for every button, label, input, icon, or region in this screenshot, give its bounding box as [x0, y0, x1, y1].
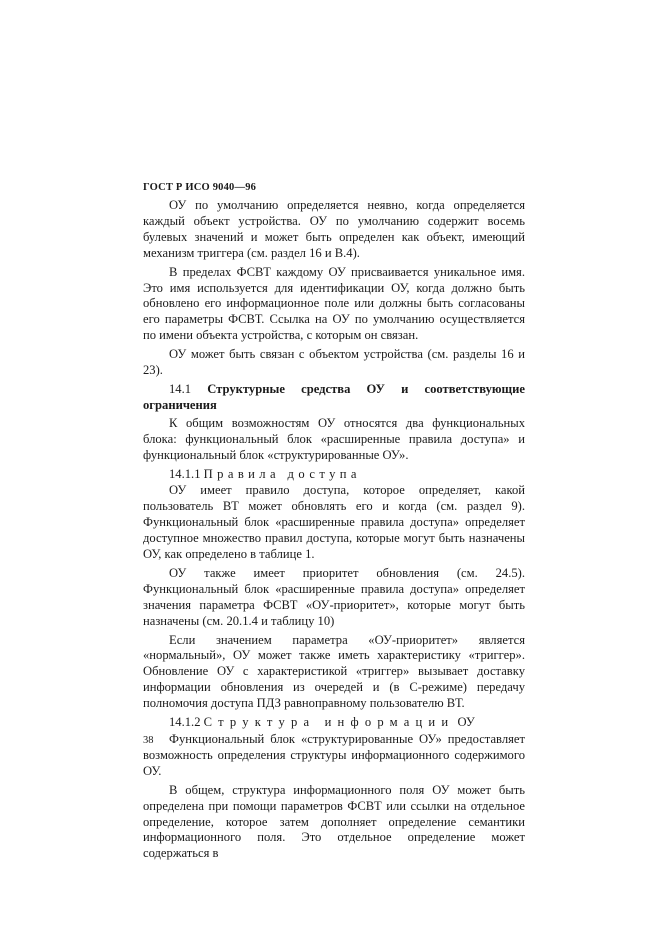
section-number: 14.1.2 — [169, 715, 201, 730]
section-heading-14-1 — [143, 382, 525, 414]
paragraph: В пределах ФСВТ каждому ОУ присваивается уникальное имя. Это имя используется для идентификации ОУ, когда должно быть обновлено его информационное поле или должны быть согласованы его параметры ФСВТ. Ссылка на ОУ по умолчанию осуществляется по имени объекта устройства, с которым он связан. — [143, 264, 525, 343]
section-heading-14-1-1 — [143, 467, 525, 483]
paragraph: Если значением параметра «ОУ-приоритет» является «нормальный», ОУ может также иметь характеристику «триггер». Обновление ОУ с характеристикой «триггер» вызывает доставку информации обновления из очередей и (в С-режиме) передачу полномочия доступа ПДЗ равноправному пользователю ВТ. — [143, 632, 525, 711]
paragraph: ОУ может быть связан с объектом устройства (см. разделы 16 и 23). — [143, 347, 525, 378]
paragraph: Функциональный блок «структурированные ОУ» предоставляет возможность определения структуры информационного содержимого ОУ. — [143, 732, 525, 778]
page-number: 38 — [143, 735, 154, 746]
section-heading-14-1-2 — [143, 715, 525, 731]
standard-header: ГОСТ Р ИСО 9040—96 — [143, 182, 257, 193]
paragraph: ОУ по умолчанию определяется неявно, когда определяется каждый объект устройства. ОУ по умолчанию содержит восемь булевых значений и может быть определен как объект, имеющий механизм триггера (см. раздел 16 и В.4). — [143, 198, 525, 260]
section-title: Правила доступа — [203, 466, 361, 481]
paragraph: ОУ также имеет приоритет обновления (см. 24.5). Функциональный блок «расширенные правила доступа» определяет значения параметра ФСВТ «ОУ-приоритет», которые могут быть назначены (см. 20.1.4 и таблицу 10) — [143, 565, 525, 628]
section-title-tail: ОУ — [457, 715, 475, 730]
section-number: 14.1 — [169, 381, 192, 396]
paragraph: В общем, структура информационного поля ОУ может быть определена при помощи параметров ФСВТ или ссылки на отдельное определение, которое затем дополняет определение семантики информационного поля. Это отдельное определение может содержаться в — [143, 782, 525, 861]
section-number: 14.1.1 — [169, 466, 201, 481]
section-title: Структурные средства ОУ и соответствующие ограничения — [143, 381, 525, 412]
section-title: Структура информации — [203, 715, 455, 730]
paragraph: К общим возможностям ОУ относятся два функциональных блока: функциональный блок «расширенные правила доступа» и функциональный блок «структурированные ОУ». — [143, 415, 525, 462]
document-body — [143, 198, 525, 865]
paragraph: ОУ имеет правило доступа, которое определяет, какой пользователь ВТ может обновлять его и когда (см. раздел 9). Функциональный блок «расширенные правила доступа» определяет доступное множество правил доступа, которые могут быть назначены ОУ, как определено в таблице 1. — [143, 483, 525, 562]
